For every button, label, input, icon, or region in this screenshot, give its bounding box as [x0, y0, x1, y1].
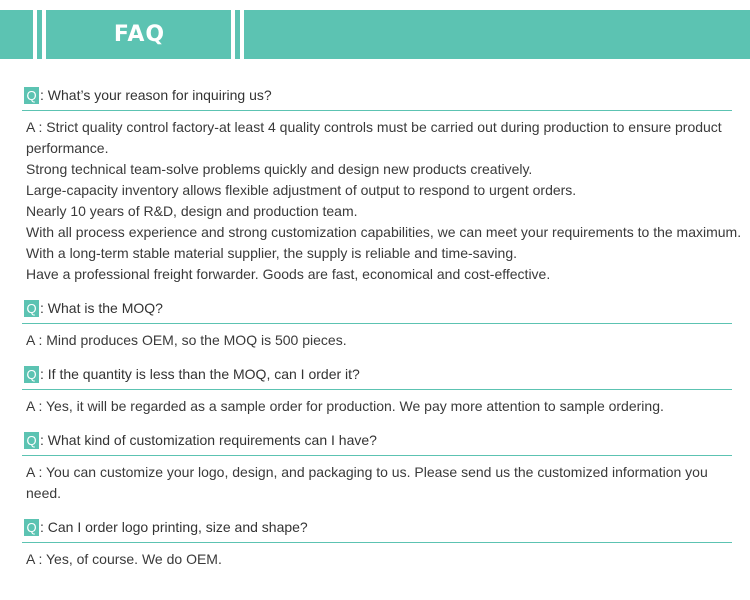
answer-line: performance.: [26, 140, 109, 156]
faq-question: [22, 297, 732, 324]
question-badge: Q: [24, 519, 39, 536]
answer-line: A : Yes, of course. We do OEM.: [26, 551, 222, 567]
faq-answer: [26, 456, 750, 516]
answer-line: A : Mind produces OEM, so the MOQ is 500 pieces.: [26, 332, 347, 348]
banner-stripe: [240, 10, 244, 59]
answer-line: A : Strict quality control factory-at least 4 quality controls must be carried out during production to ensure product: [26, 119, 722, 135]
faq-banner: [0, 10, 750, 59]
question-badge: Q: [24, 87, 39, 104]
faq-answer: [26, 390, 750, 429]
faq-list: [0, 84, 750, 582]
faq-answer: [26, 111, 750, 297]
faq-question: [22, 363, 732, 390]
answer-line: Strong technical team-solve problems quickly and design new products creatively.: [26, 161, 533, 177]
question-badge: Q: [24, 432, 39, 449]
answer-line: With a long-term stable material supplier, the supply is reliable and time-saving.: [26, 245, 518, 261]
faq-question: [22, 84, 732, 111]
faq-item: [0, 516, 750, 582]
question-text: : Can I order logo printing, size and shape?: [40, 519, 308, 535]
answer-line: Large-capacity inventory allows flexible adjustment of output to respond to urgent orders.: [26, 182, 577, 198]
faq-item: [0, 363, 750, 429]
faq-answer: [26, 543, 750, 582]
question-badge: Q: [24, 366, 39, 383]
faq-item: [0, 297, 750, 363]
answer-line: need.: [26, 485, 62, 501]
question-text: : What’s your reason for inquiring us?: [40, 87, 272, 103]
question-text: : If the quantity is less than the MOQ, can I order it?: [40, 366, 360, 382]
answer-line: Nearly 10 years of R&D, design and production team.: [26, 203, 358, 219]
faq-item: [0, 429, 750, 516]
page-title: FAQ: [113, 22, 166, 47]
question-text: : What is the MOQ?: [40, 300, 163, 316]
question-badge: Q: [24, 300, 39, 317]
banner-stripe: [33, 10, 37, 59]
answer-line: With all process experience and strong customization capabilities, we can meet your requirements to the maximum.: [26, 224, 742, 240]
answer-line: A : Yes, it will be regarded as a sample order for production. We pay more attention to sample ordering.: [26, 398, 664, 414]
faq-question: [22, 429, 732, 456]
answer-line: A : You can customize your logo, design, and packaging to us. Please send us the customized information you: [26, 464, 708, 480]
faq-item: [0, 84, 750, 297]
banner-stripe: [42, 10, 46, 59]
question-text: : What kind of customization requirements can I have?: [40, 432, 377, 448]
answer-line: Have a professional freight forwarder. Goods are fast, economical and cost-effective.: [26, 266, 551, 282]
faq-question: [22, 516, 732, 543]
faq-answer: [26, 324, 750, 363]
banner-stripe: [231, 10, 235, 59]
